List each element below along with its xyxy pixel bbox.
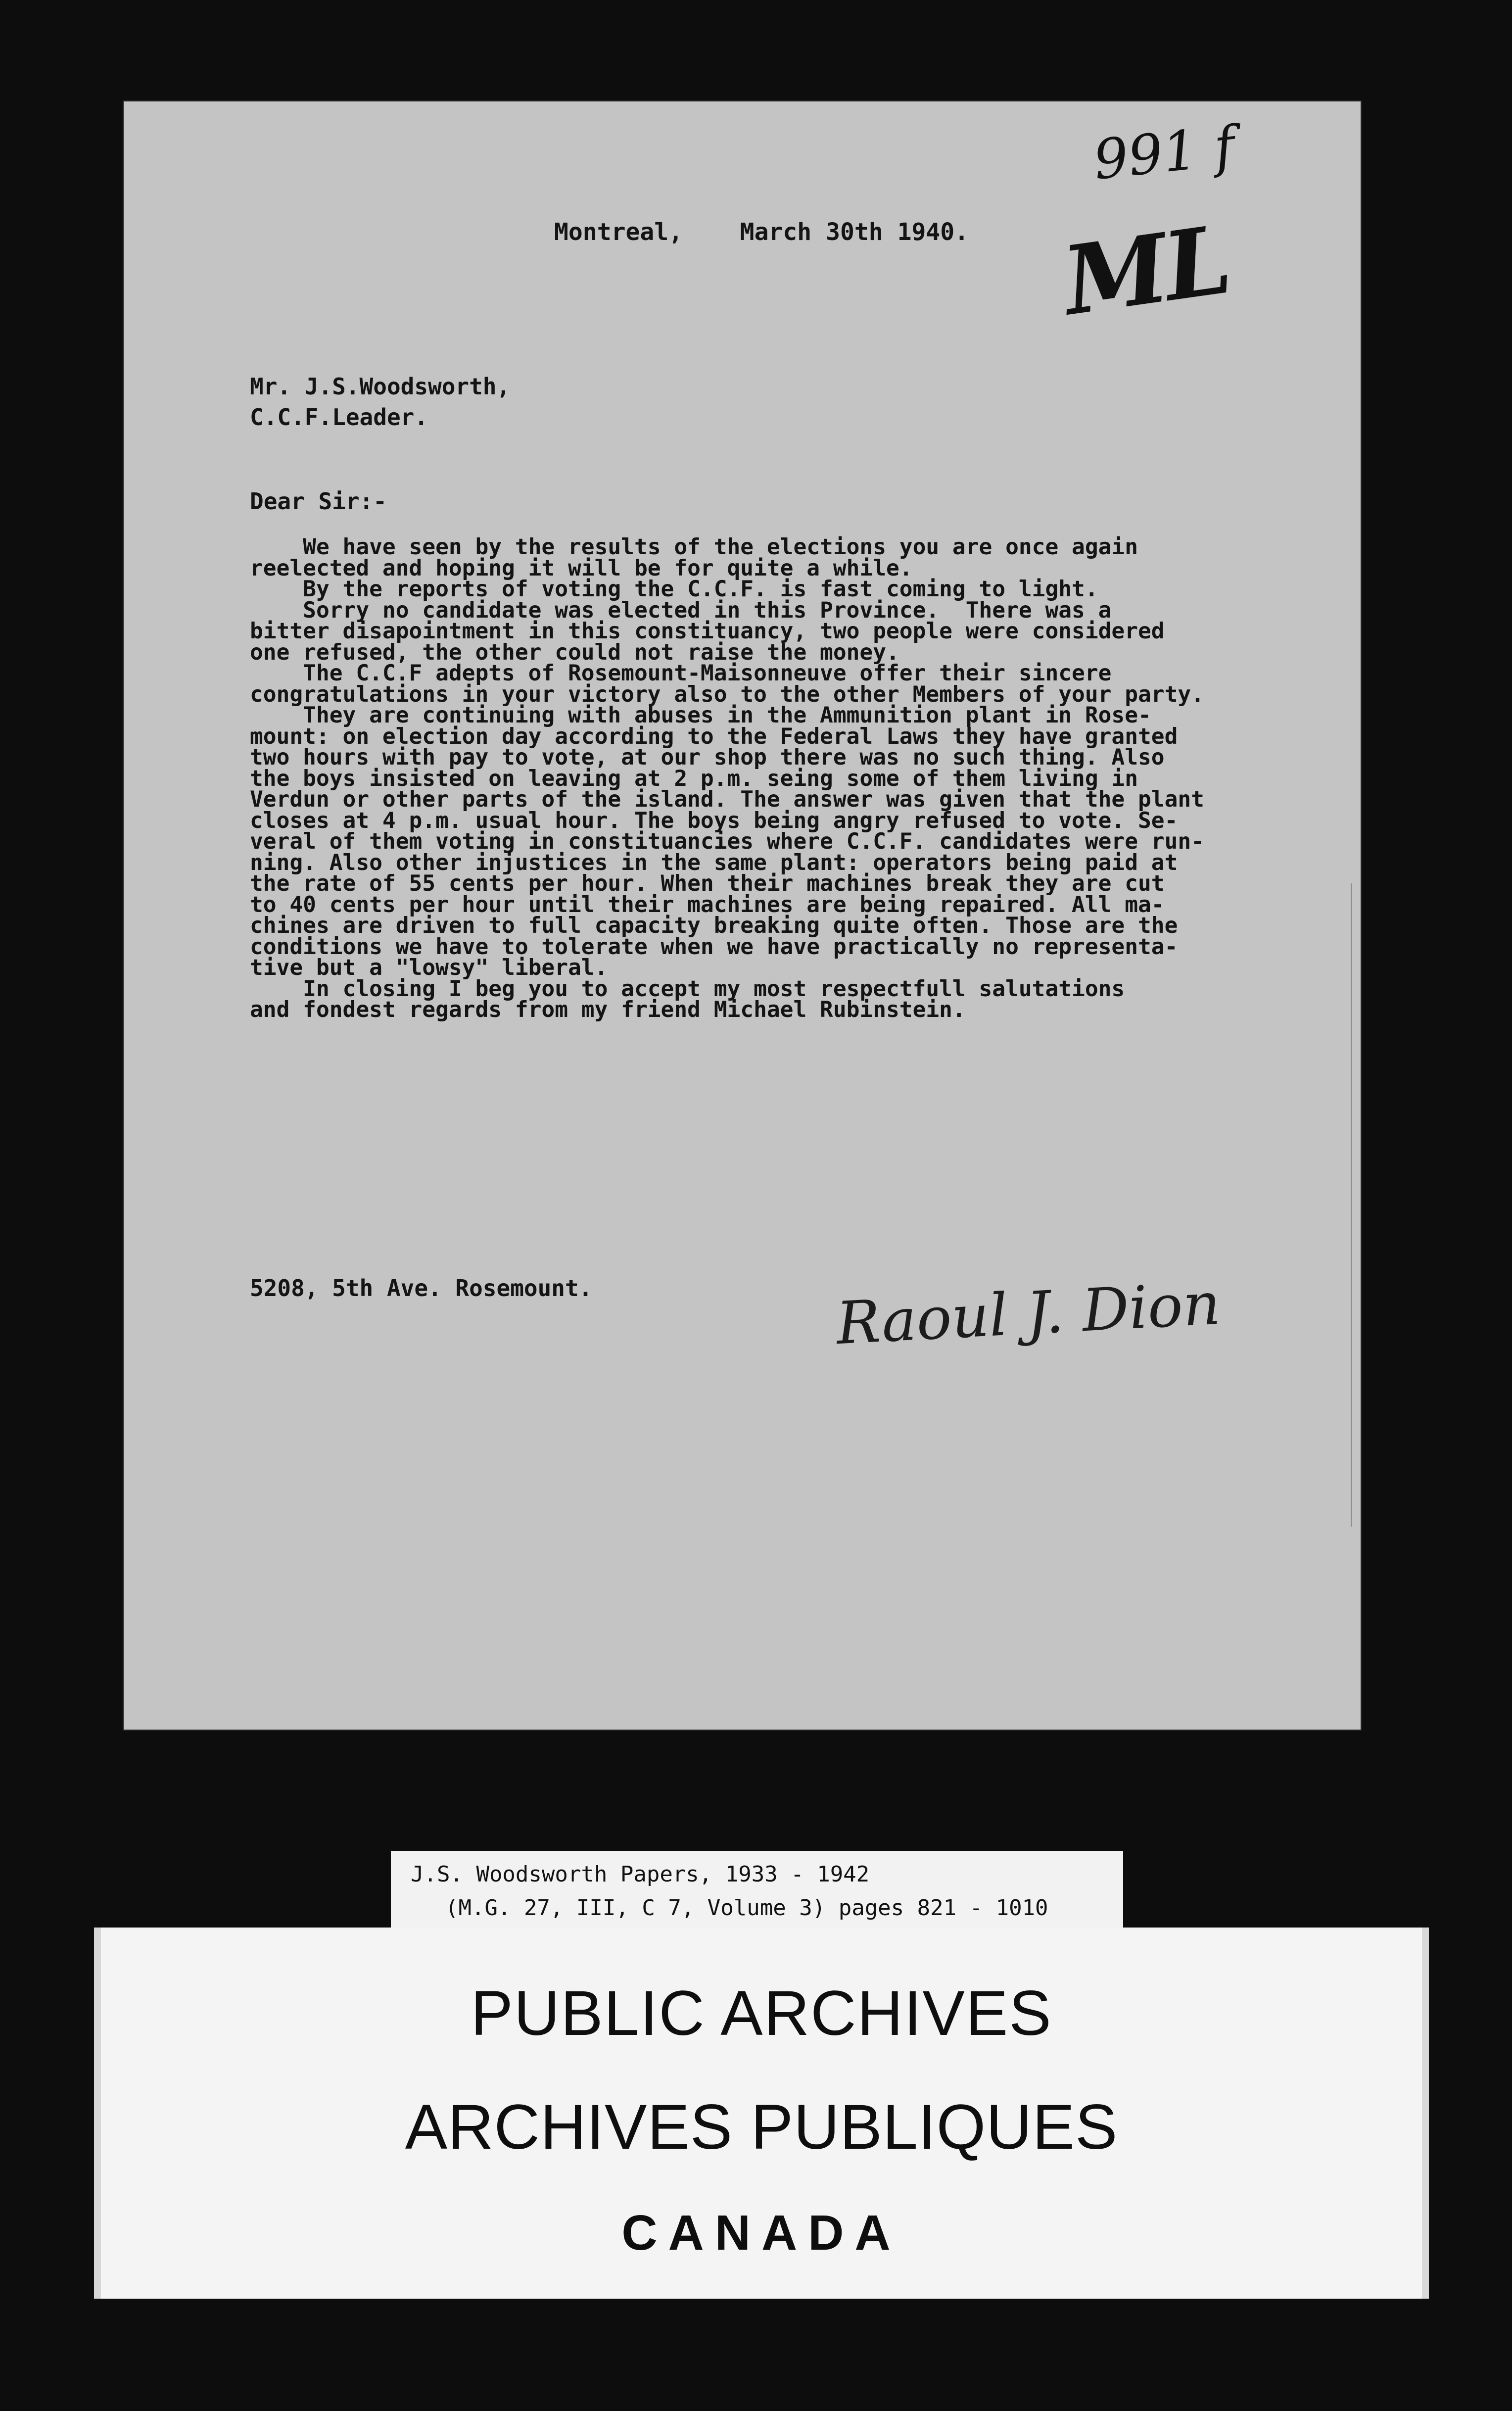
letter-body <box>250 534 1204 1022</box>
letter-body-line: They are continuing with abuses in the Ammunition plant in Rose- <box>250 703 1151 728</box>
recipient-title: C.C.F.Leader. <box>250 404 428 431</box>
letter-body-line: mount: on election day according to the Federal Laws they have granted <box>250 723 1178 749</box>
archives-stamp <box>94 1928 1429 2299</box>
handwritten-initials: ML <box>1057 204 1235 337</box>
archive-reference-label <box>391 1851 1123 1935</box>
recipient-name: Mr. J.S.Woodsworth, <box>250 373 511 400</box>
recipient-block <box>250 371 510 433</box>
letter-body-line: closes at 4 p.m. usual hour. The boys being angry refused to vote. Se- <box>250 808 1178 833</box>
letter-body-line: We have seen by the results of the elections you are once again <box>250 534 1138 560</box>
letter-body-line: ning. Also other injustices in the same plant: operators being paid at <box>250 850 1178 875</box>
letter-body-line: Verdun or other parts of the island. The answer was given that the plant <box>250 787 1204 812</box>
letter-body-line: reelected and hoping it will be for quite a while. <box>250 555 913 581</box>
letter-body-line: the rate of 55 cents per hour. When their machines break they are cut <box>250 871 1165 896</box>
letter-body-line: congratulations in your victory also to the other Members of your party. <box>250 681 1204 707</box>
letter-body-line: one refused, the other could not raise the money. <box>250 639 899 665</box>
letter-body-line: tive but a "lowsy" liberal. <box>250 955 608 980</box>
handwritten-reference-number: 991 f <box>1090 114 1238 192</box>
letter-body-line: bitter disapointment in this constituancy, two people were considered <box>250 619 1165 644</box>
stamp-french: ARCHIVES PUBLIQUES <box>405 2092 1118 2163</box>
letter-body-line: two hours with pay to vote, at our shop there was no such thing. Also <box>250 745 1165 770</box>
letter-body-line: In closing I beg you to accept my most respectfull salutations <box>250 976 1125 1002</box>
stamp-country: CANADA <box>621 2205 901 2261</box>
signature-text: Raoul J. Dion <box>834 1269 1222 1358</box>
letter-body-line: and fondest regards from my friend Michael Rubinstein. <box>250 997 966 1022</box>
salutation: Dear Sir:- <box>250 488 387 515</box>
letter-body-line: By the reports of voting the C.C.F. is fast coming to light. <box>250 577 1098 602</box>
letter-body-line: to 40 cents per hour until their machines are being repaired. All ma- <box>250 892 1165 917</box>
letter-dateline: Montreal, March 30th 1940. <box>554 218 969 246</box>
letter-page <box>124 101 1361 1730</box>
collection-title: J.S. Woodsworth Papers, 1933 - 1942 <box>411 1862 870 1887</box>
letter-body-line: chines are driven to full capacity breaking quite often. Those are the <box>250 913 1178 938</box>
page-edge-tear <box>1351 883 1372 1527</box>
collection-reference: (M.G. 27, III, C 7, Volume 3) pages 821 - 1010 <box>445 1895 1048 1921</box>
letter-body-line: veral of them voting in constituancies where C.C.F. candidates were run- <box>250 829 1204 854</box>
stamp-english: PUBLIC ARCHIVES <box>471 1978 1052 2049</box>
letter-body-line: Sorry no candidate was elected in this Province. There was a <box>250 597 1112 623</box>
letter-body-line: the boys insisted on leaving at 2 p.m. seing some of them living in <box>250 766 1138 791</box>
letter-body-line: The C.C.F adepts of Rosemount-Maisonneuve offer their sincere <box>250 661 1112 686</box>
letter-body-line: conditions we have to tolerate when we have practically no representa- <box>250 934 1178 960</box>
handwritten-signature <box>826 1264 1252 1363</box>
sender-address: 5208, 5th Ave. Rosemount. <box>250 1275 593 1302</box>
